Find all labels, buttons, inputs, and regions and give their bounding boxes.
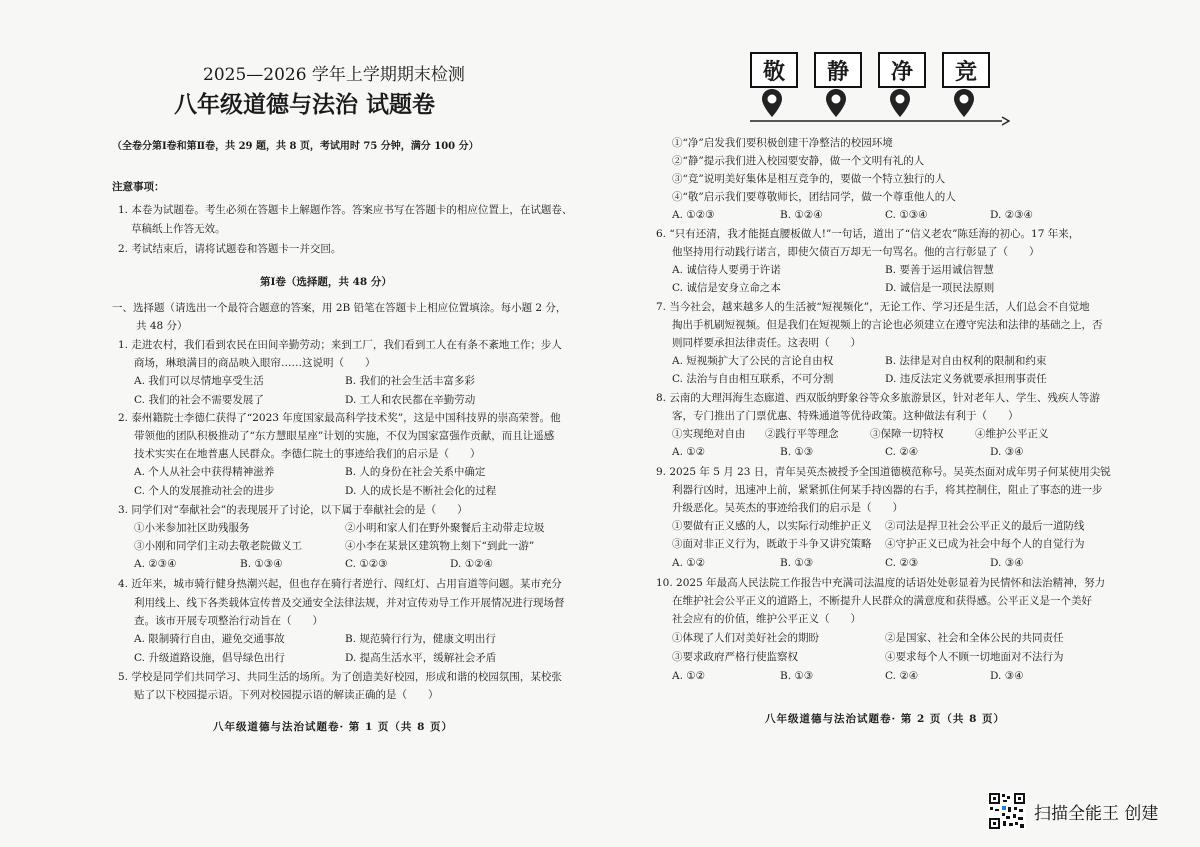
q3-statement-3: ③小刚和同学们主动去敬老院做义工 (134, 540, 302, 552)
arrow-line-icon (750, 116, 1010, 126)
section-title: 第Ⅰ卷（选择题，共 48 分） (260, 276, 392, 288)
question-1: 1. 走进农村，我们看到农民在田间辛勤劳动；来到工厂，我们看到工人在有条不紊地工作；步人 (118, 339, 562, 351)
q3-option-d[interactable]: D. ①②④ (450, 558, 493, 570)
notice-2: 2. 考试结束后，请将试题卷和答题卡一并交回。 (118, 243, 342, 255)
location-pin-icon (889, 88, 911, 118)
location-pin-icon (825, 88, 847, 118)
question-3: 3. 同学们对“奉献社会”的表现展开了讨论，以下属于奉献社会的是（ ） (118, 504, 468, 516)
q5-statement-2: ②“静”提示我们进入校园要安静，做一个文明有礼的人 (672, 155, 925, 167)
q3-statement-4: ④小李在某景区建筑物上刻下“到此一游” (345, 540, 535, 552)
exam-page-2 (600, 0, 1200, 847)
q1-option-a[interactable]: A. 我们可以尽情地享受生活 (134, 375, 264, 387)
q5-option-b[interactable]: B. ①②④ (780, 209, 823, 221)
notice-1-cont: 草稿纸上作答无效。 (131, 223, 226, 235)
q8-option-c[interactable]: C. ②④ (885, 446, 919, 458)
scanner-watermark (988, 792, 1158, 830)
page-footer: 八年级道德与法治试题卷· 第 2 页（共 8 页） (765, 713, 1006, 725)
part-one-instructions: 一、选择题（请选出一个最符合题意的答案，用 2B 铅笔在答题卡上相应位置填涂。每小题 2 分， (112, 302, 567, 314)
q1-option-c[interactable]: C. 我们的社会不需要发展了 (134, 394, 264, 406)
q10-statement-4: ④要求每个人不顾一切地面对不法行为 (885, 651, 1064, 663)
q9-statement-2: ②司法是捍卫社会公平正义的最后一道防线 (885, 520, 1085, 532)
q8-statement-3: ③保障一切特权 (870, 428, 944, 440)
question-9: 9. 2025 年 5 月 23 日，青年吴英杰被授予全国道德模范称号。吴英杰面对成年男子何某使用尖锐 (656, 466, 1111, 478)
question-8: 8. 云南的大理洱海生态廊道、西双版纳野象谷等众多旅游景区，针对老年人、学生、残疾人等游 (656, 392, 1100, 404)
watermark-label: 扫描全能王 创建 (1034, 803, 1159, 824)
q8-statement-1: ①实现绝对自由 (672, 428, 746, 440)
q1-option-d[interactable]: D. 工人和农民都在辛勤劳动 (345, 394, 476, 406)
q2-option-d[interactable]: D. 人的成长是不断社会化的过程 (345, 485, 497, 497)
q6-option-a[interactable]: A. 诚信待人要勇于许诺 (672, 264, 781, 276)
q9-statement-1: ①要做有正义感的人，以实际行动维护正义 (672, 520, 872, 532)
q7-option-b[interactable]: B. 法律是对自由权利的限制和约束 (885, 355, 1047, 367)
location-pin-icon (761, 88, 783, 118)
q7-option-c[interactable]: C. 法治与自由相互联系，不可分割 (672, 373, 834, 385)
sign-jing-quiet: 静 (814, 52, 862, 88)
question-2-cont: 带领他的团队积极推动了“东方慧眼星座”计划的实施，不仅为国家富强作贡献，而且让遥感 (134, 430, 555, 442)
notice-1: 1. 本卷为试题卷。考生必须在答题卡上解题作答。答案应书写在答题卡的相应位置上，在试题卷、 (118, 204, 573, 216)
q7-option-d[interactable]: D. 违反法定义务就要承担刑事责任 (885, 373, 1047, 385)
part-one-instructions-cont: 共 48 分） (136, 320, 188, 332)
q4-option-b[interactable]: B. 规范骑行行为，健康文明出行 (345, 633, 496, 645)
sign-jing-compete: 竞 (942, 52, 990, 88)
q3-statement-2: ②小明和家人们在野外聚餐后主动带走垃圾 (345, 522, 545, 534)
question-6: 6. “只有还清，我才能挺直腰板做人!”一句话，道出了“信义老农”陈廷海的初心。17 年来， (656, 228, 1080, 240)
question-5: 5. 学校是同学们共同学习、共同生活的场所。为了创造美好校园，形成和谐的校园氛围，某校张 (118, 671, 562, 683)
question-10-cont: 社会应有的价值，维护公平正义（ ） (672, 613, 861, 625)
question-10: 10. 2025 年最高人民法院工作报告中充满司法温度的话语处处彰显着为民情怀和法治精神，努力 (656, 577, 1106, 589)
q3-option-a[interactable]: A. ②③④ (134, 558, 177, 570)
q9-option-d[interactable]: D. ③④ (990, 557, 1024, 569)
sign-jing-clean: 净 (878, 52, 926, 88)
q8-option-a[interactable]: A. ①② (672, 446, 706, 458)
q8-option-b[interactable]: B. ①③ (780, 446, 814, 458)
question-8-cont: 客，专门推出了门票优惠、特殊通道等优待政策。这种做法有利于（ ） (672, 410, 1019, 422)
question-6-cont: 他坚持用行动践行诺言，即使欠债百万却无一句骂名。他的言行彰显了（ ） (672, 246, 1040, 258)
q5-statement-4: ④“敬”启示我们要尊敬师长，团结同学，做一个尊重他人的人 (672, 191, 956, 203)
question-9-cont: 升级恶化。吴英杰的事迹给我们的启示是（ ） (672, 502, 903, 514)
location-pin-icon (953, 88, 975, 118)
question-9-cont: 利器行凶时，迅速冲上前，紧紧抓住何某手持凶器的右手，将其控制住，阻止了事态的进一步 (672, 484, 1103, 496)
question-7-cont: 则同样要承担法律责任。这表明（ ） (672, 337, 861, 349)
q10-option-c[interactable]: C. ②④ (885, 670, 919, 682)
q5-statement-1: ①“净”启发我们要积极创建干净整洁的校园环境 (672, 137, 893, 149)
q10-option-a[interactable]: A. ①② (672, 670, 706, 682)
q6-option-d[interactable]: D. 诚信是一项民法原则 (885, 282, 995, 294)
campus-signs-illustration (750, 52, 1010, 126)
question-10-cont: 在维护社会公平正义的道路上，不断提升人民群众的满意度和获得感。公平正义是一个美好 (672, 595, 1092, 607)
sign-jing-respect: 敬 (750, 52, 798, 88)
question-7: 7. 当今社会，越来越多人的生活被“短视频化”，无论工作、学习还是生活，人们总会不自觉地 (656, 301, 1090, 313)
q2-option-b[interactable]: B. 人的身份在社会关系中确定 (345, 466, 486, 478)
page-footer: 八年级道德与法治试题卷· 第 1 页（共 8 页） (213, 721, 454, 733)
q2-option-a[interactable]: A. 个人从社会中获得精神滋养 (134, 466, 275, 478)
qr-code-icon (988, 792, 1026, 830)
q9-option-b[interactable]: B. ①③ (780, 557, 814, 569)
question-1-cont: 商场，琳琅满目的商品映入眼帘……这说明（ ） (134, 357, 376, 369)
q1-option-b[interactable]: B. 我们的社会生活丰富多彩 (345, 375, 475, 387)
q4-option-a[interactable]: A. 限制骑行自由，避免交通事故 (134, 633, 285, 645)
q9-option-c[interactable]: C. ②③ (885, 557, 919, 569)
q8-statement-4: ④维护公平正义 (975, 428, 1049, 440)
q5-option-d[interactable]: D. ②③④ (990, 209, 1033, 221)
q8-statement-2: ②践行平等理念 (765, 428, 839, 440)
q5-statement-3: ③“竞”说明美好集体是相互竞争的，要做一个特立独行的人 (672, 173, 946, 185)
notice-title: 注意事项： (112, 181, 165, 193)
question-4-cont: 查。该市开展专项整治行动旨在（ ） (134, 615, 323, 627)
q10-statement-3: ③要求政府严格行使监察权 (672, 651, 798, 663)
q3-option-c[interactable]: C. ①②③ (345, 558, 388, 570)
q10-option-d[interactable]: D. ③④ (990, 670, 1024, 682)
q4-option-d[interactable]: D. 提高生活水平，缓解社会矛盾 (345, 652, 497, 664)
question-2-cont: 技术实实在在地普惠人民群众。李德仁院士的事迹给我们的启示是（ ） (134, 448, 481, 460)
q7-option-a[interactable]: A. 短视频扩大了公民的言论自由权 (672, 355, 834, 367)
question-4: 4. 近年来，城市骑行健身热潮兴起，但也存在骑行者逆行、闯红灯、占用盲道等问题。某市充分 (118, 578, 562, 590)
question-4-cont: 利用线上、线下各类载体宣传普及交通安全法律法规，并对宣传劝导工作开展情况进行现场督 (134, 597, 565, 609)
q2-option-c[interactable]: C. 个人的发展推动社会的进步 (134, 485, 275, 497)
q3-option-b[interactable]: B. ①③④ (240, 558, 283, 570)
q10-option-b[interactable]: B. ①③ (780, 670, 814, 682)
question-7-cont: 掏出手机刷短视频。但是我们在短视频上的言论也必须建立在遵守宪法和法律的基础之上，否 (672, 319, 1103, 331)
year-title: 2025—2026 学年上学期期末检测 (203, 65, 465, 85)
question-2: 2. 泰州籍院士李德仁获得了“2023 年度国家最高科学技术奖”，这是中国科技界的崇高荣誉。他 (118, 412, 561, 424)
q6-option-b[interactable]: B. 要善于运用诚信智慧 (885, 264, 994, 276)
q9-statement-4: ④守护正义已成为社会中每个人的自觉行为 (885, 538, 1085, 550)
q6-option-c[interactable]: C. 诚信是安身立命之本 (672, 282, 781, 294)
q10-statement-1: ①体现了人们对美好社会的期盼 (672, 632, 819, 644)
q4-option-c[interactable]: C. 升级道路设施，倡导绿色出行 (134, 652, 285, 664)
q9-option-a[interactable]: A. ①② (672, 557, 706, 569)
question-5-cont: 贴了以下校园提示语。下列对校园提示语的解读正确的是（ ） (134, 689, 439, 701)
q9-statement-3: ③面对非正义行为，既敢于斗争又讲究策略 (672, 538, 872, 550)
exam-info: （全卷分第Ⅰ卷和第Ⅱ卷，共 29 题，共 8 页，考试用时 75 分钟，满分 100 分） (112, 141, 479, 152)
q8-option-d[interactable]: D. ③④ (990, 446, 1024, 458)
q3-statement-1: ①小米参加社区助残服务 (134, 522, 250, 534)
q10-statement-2: ②是国家、社会和全体公民的共同责任 (885, 632, 1064, 644)
q5-option-a[interactable]: A. ①②③ (672, 209, 715, 221)
main-title: 八年级道德与法治 试题卷 (174, 91, 436, 118)
q5-option-c[interactable]: C. ①③④ (885, 209, 928, 221)
